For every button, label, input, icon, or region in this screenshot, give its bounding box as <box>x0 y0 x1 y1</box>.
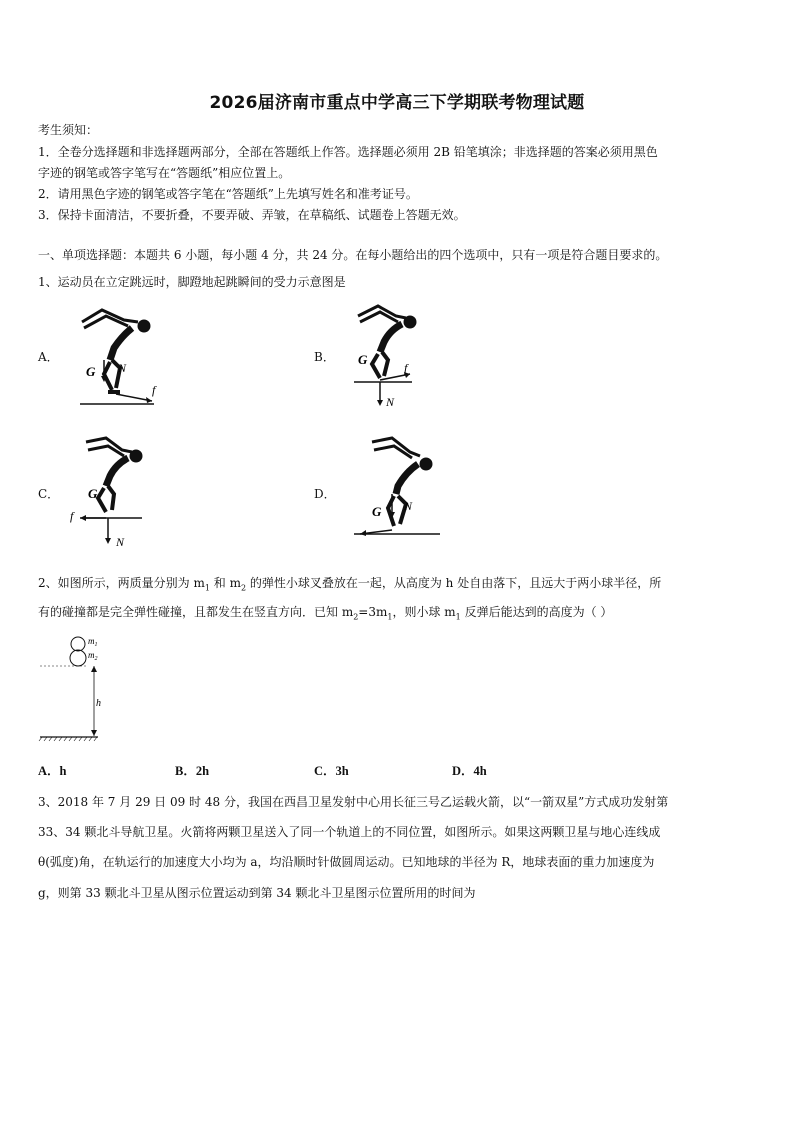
question-3-line1: 3、2018 年 7 月 29 日 09 时 48 分，我国在西昌卫星发射中心用长征三号乙运载火箭，以“一箭双星”方式成功发射第 <box>38 795 669 809</box>
svg-text:f: f <box>404 361 408 375</box>
option-c-figure <box>66 432 166 552</box>
svg-text:N: N <box>404 499 413 513</box>
force-label-f: f <box>152 383 156 397</box>
svg-text:N: N <box>116 535 125 549</box>
notice-heading: 考生须知： <box>38 123 99 137</box>
option-d-figure <box>344 432 448 544</box>
q2-option-c: C．3h <box>314 764 349 778</box>
question-2-stem-line2: 有的碰撞都是完全弹性碰撞，且都发生在竖直方向．已知 $m_2=3m_1$，则小球 $m_1$ 反弹后能达到的高度为（ ） <box>38 605 613 622</box>
force-label-n: N <box>118 361 127 375</box>
label-h: h <box>96 698 101 709</box>
notice-item-3: 3．保持卡面清洁，不要折叠，不要弄破、弄皱，在草稿纸、试题卷上答题无效。 <box>38 208 466 222</box>
section-heading: 一、单项选择题：本题共 6 小题，每小题 4 分，共 24 分。在每小题给出的四个选项中，只有一项是符合题目要求的。 <box>38 248 668 262</box>
q2-option-b: B．2h <box>175 764 210 778</box>
option-a-figure <box>72 302 172 412</box>
page-title: 2026届济南市重点中学高三下学期联考物理试题 <box>209 93 585 113</box>
question-3-line3: θ(弧度)角，在轨运行的加速度大小均为 a，均沿顺时针做圆周运动。已知地球的半径为 R，地球表面的重力加速度为 <box>38 855 655 869</box>
option-c-label: C． <box>38 487 60 501</box>
svg-text:G: G <box>88 486 98 501</box>
option-d-label: D． <box>314 487 336 501</box>
svg-text:f: f <box>70 509 74 523</box>
q2-option-d: D．4h <box>452 764 487 778</box>
question-2-figure <box>38 632 118 744</box>
notice-item-2: 2．请用黑色字迹的钢笔或答字笔在“答题纸”上先填写姓名和准考证号。 <box>38 187 418 201</box>
option-b-figure <box>348 302 438 412</box>
notice-item-1: 1．全卷分选择题和非选择题两部分，全部在答题纸上作答。选择题必须用 2B 铅笔填涂；非选择题的答案必须用黑色 <box>38 145 658 159</box>
notice-item-1-cont: 字迹的钢笔或答字笔写在“答题纸”相应位置上。 <box>38 166 291 180</box>
question-3-line4: g，则第 33 颗北斗卫星从图示位置运动到第 34 颗北斗卫星图示位置所用的时间为 <box>38 886 476 900</box>
svg-text:G: G <box>372 504 382 519</box>
question-2-stem-line1: 2、如图所示，两质量分别为 $m_1$ 和 $m_2$ 的弹性小球叉叠放在一起，从高度为 h 处自由落下，且远大于两小球半径，所 <box>38 576 662 593</box>
q2-option-a: A．h <box>38 764 67 778</box>
label-m1: $m_1$ <box>88 636 98 648</box>
option-b-label: B． <box>314 350 335 364</box>
question-3-line2: 33、34 颗北斗导航卫星。火箭将两颗卫星送入了同一个轨道上的不同位置，如图所示。如果这两颗卫星与地心连线成 <box>38 825 661 839</box>
question-1-stem: 1、运动员在立定跳远时，脚蹬地起跳瞬间的受力示意图是 <box>38 275 346 289</box>
force-label-g: G <box>86 364 96 379</box>
option-a-label: A． <box>38 350 59 364</box>
svg-text:G: G <box>358 352 368 367</box>
svg-text:N: N <box>386 395 395 409</box>
label-m2: $m_2$ <box>88 650 98 662</box>
